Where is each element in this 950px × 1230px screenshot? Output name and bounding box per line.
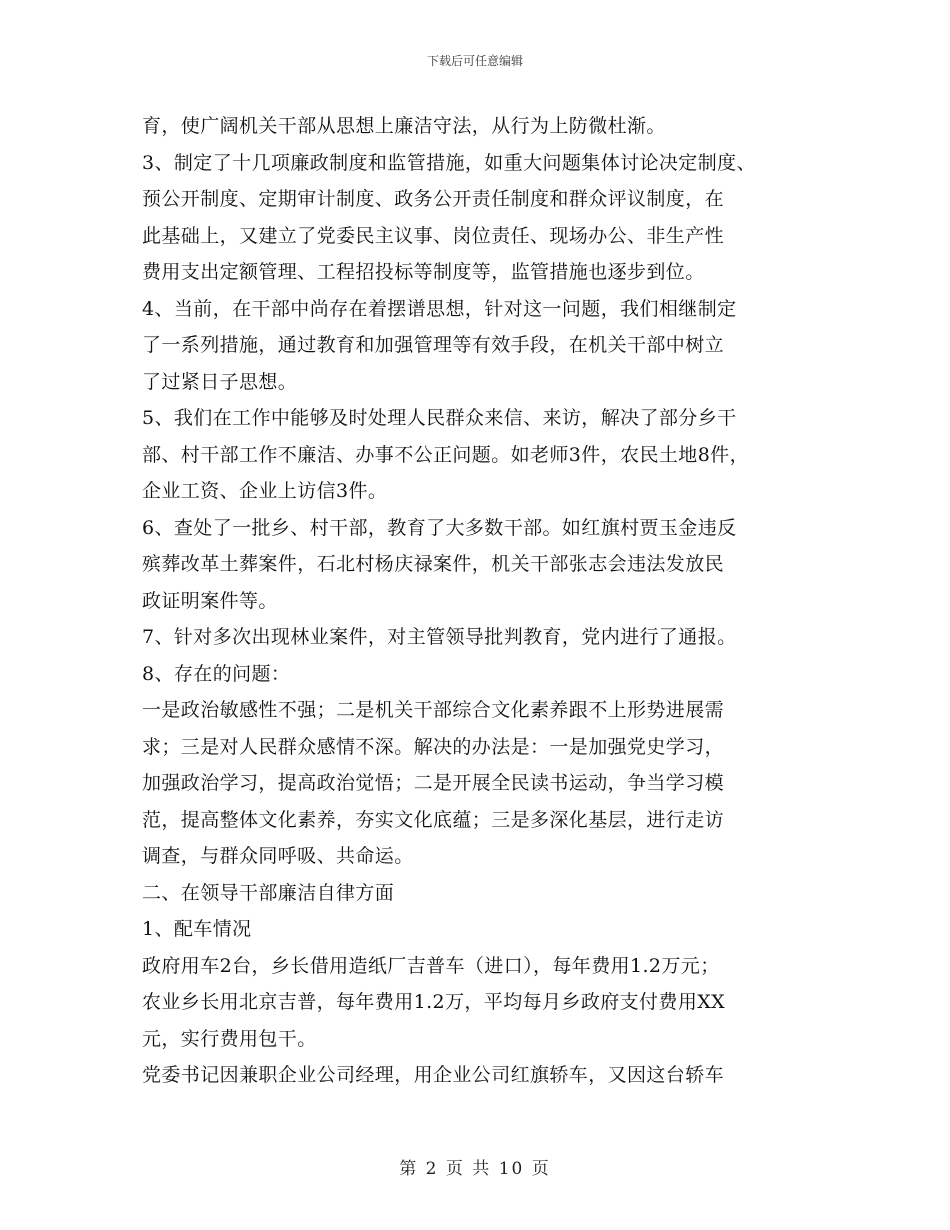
- text-line: 了一系列措施，通过教育和加强管理等有效手段，在机关干部中树立: [142, 334, 725, 356]
- text-line: 政府用车2台，乡长借用造纸厂吉普车（进口），每年费用1.2万元；: [142, 954, 720, 977]
- download-note: 下载后可任意编辑: [426, 54, 523, 68]
- text-line: 农业乡长用北京吉普，每年费用1.2万，平均每月乡政府支付费用XX: [142, 991, 726, 1013]
- text-line: 加强政治学习，提高政治觉悟；二是开展全民读书运动，争当学习模: [142, 772, 725, 794]
- page-number: 第 2 页 共 10 页: [399, 1159, 551, 1179]
- text-line: 7、针对多次出现林业案件，对主管领导批判教育，党内进行了通报。: [142, 626, 737, 648]
- text-line: 育，使广阔机关干部从思想上廉洁守法，从行为上防微杜渐。: [142, 115, 666, 137]
- text-line: 3、制定了十几项廉政制度和监管措施，如重大问题集体讨论决定制度、: [142, 151, 756, 174]
- text-line: 4、当前，在干部中尚存在着摆谱思想，针对这一问题，我们相继制定: [142, 297, 737, 320]
- document-body: [142, 108, 832, 1094]
- text-line: 殡葬改革土葬案件，石北村杨庆禄案件，机关干部张志会违法发放民: [142, 553, 725, 575]
- text-line: 部、村干部工作不廉洁、办事不公正问题。如老师3件，农民土地8件，: [142, 443, 749, 466]
- text-line: 一是政治敏感性不强；二是机关干部综合文化素养跟不上形势进展需: [142, 699, 725, 721]
- text-line: 了过紧日子思想。: [142, 370, 298, 393]
- text-line: 预公开制度、定期审计制度、政务公开责任制度和群众评议制度，在: [142, 188, 725, 210]
- text-line: 此基础上，又建立了党委民主议事、岗位责任、现场办公、非生产性: [142, 224, 725, 247]
- text-line: 求；三是对人民群众感情不深。解决的办法是：一是加强党史学习，: [142, 735, 725, 758]
- subsection-heading: 1、配车情况: [142, 918, 252, 940]
- text-line: 费用支出定额管理、工程招投标等制度等，监管措施也逐步到位。: [142, 261, 705, 283]
- section-heading: 二、在领导干部廉洁自律方面: [142, 881, 395, 904]
- text-line: 党委书记因兼职企业公司经理，用企业公司红旗轿车，又因这台轿车: [142, 1064, 725, 1086]
- text-line: 5、我们在工作中能够及时处理人民群众来信、来访，解决了部分乡干: [142, 407, 737, 429]
- text-line: 元，实行费用包干。: [142, 1027, 317, 1050]
- text-line: 企业工资、企业上访信3件。: [142, 480, 388, 502]
- text-line: 调查，与群众同呼吸、共命运。: [142, 845, 414, 867]
- text-line: 8、存在的问题：: [142, 662, 291, 685]
- text-line: 6、查处了一批乡、村干部，教育了大多数干部。如红旗村贾玉金违反: [142, 516, 737, 539]
- text-line: 政证明案件等。: [142, 589, 278, 612]
- text-line: 范，提高整体文化素养，夯实文化底蕴；三是多深化基层，进行走访: [142, 808, 725, 831]
